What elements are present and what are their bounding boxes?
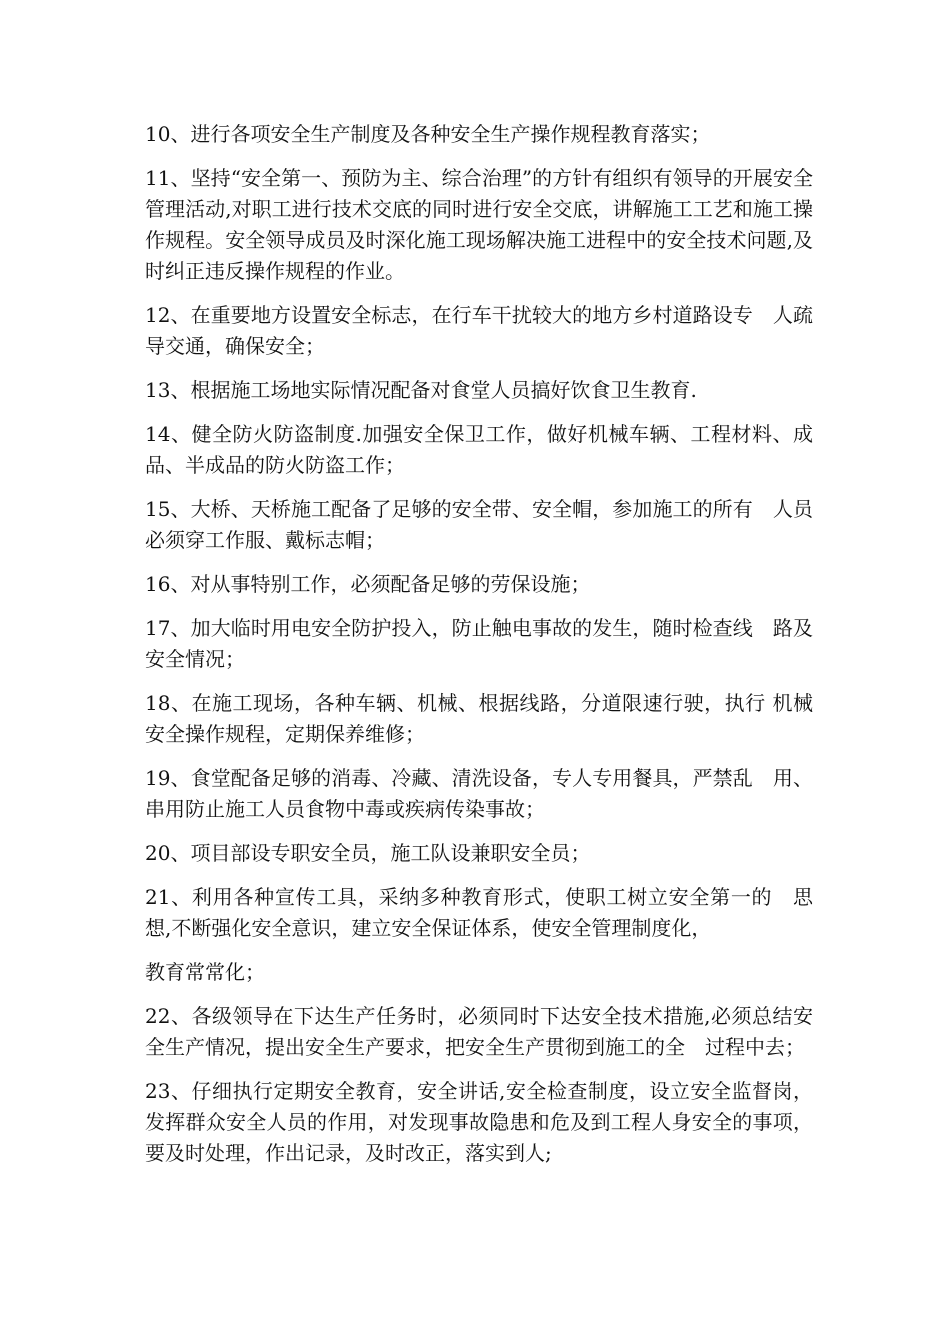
paragraph-19: 19、食堂配备足够的消毒、冷藏、清洗设备，专人专用餐具，严禁乱 用、串用防止施工人员食物中毒或疾病传染事故； [145,766,813,821]
paragraph-23: 23、仔细执行定期安全教育，安全讲话,安全检查制度，设立安全监督岗，发挥群众安全人员的作用，对发现事故隐患和危及到工程人身安全的事项，要及时处理，作出记录，及时改正，落实到人; [145,1079,813,1165]
paragraph-21: 21、利用各种宣传工具，采纳多种教育形式，使职工树立安全第一的 思想,不断强化安全意识，建立安全保证体系，使安全管理制度化， [145,885,813,940]
paragraph-11: 11、坚持“安全第一、预防为主、综合治理”的方针有组织有领导的开展安全管理活动,对职工进行技术交底的同时进行安全交底，讲解施工工艺和施工操作规程。安全领导成员及时深化施工现场解决施工进程中的安全技术问题,及时纠正违反操作规程的作业。 [145,166,813,283]
paragraph-22: 22、各级领导在下达生产任务时，必须同时下达安全技术措施,必须总结安全生产情况，提出安全生产要求，把安全生产贯彻到施工的全 过程中去； [145,1004,813,1059]
paragraph-16: 16、对从事特别工作，必须配备足够的劳保设施； [145,572,591,596]
paragraph-12: 12、在重要地方设置安全标志，在行车干扰较大的地方乡村道路设专 人疏导交通，确保安全； [145,303,813,358]
paragraph-10: 10、进行各项安全生产制度及各种安全生产操作规程教育落实； [145,122,711,146]
paragraph-18: 18、在施工现场，各种车辆、机械、根据线路，分道限速行驶，执行 机械安全操作规程，定期保养维修； [145,691,813,746]
paragraph-20: 20、项目部设专职安全员，施工队设兼职安全员； [145,841,591,865]
paragraph-15: 15、大桥、天桥施工配备了足够的安全带、安全帽，参加施工的所有 人员必须穿工作服、戴标志帽； [145,497,813,552]
paragraph-17: 17、加大临时用电安全防护投入，防止触电事故的发生，随时检查线 路及安全情况； [145,616,813,671]
paragraph-13: 13、根据施工场地实际情况配备对食堂人员搞好饮食卫生教育. [145,378,697,402]
paragraph-14: 14、健全防火防盗制度.加强安全保卫工作，做好机械车辆、工程材料、成品、半成品的防火防盗工作； [145,422,813,477]
paragraph-21-continued: 教育常常化； [145,960,265,984]
document-body [145,119,813,1182]
